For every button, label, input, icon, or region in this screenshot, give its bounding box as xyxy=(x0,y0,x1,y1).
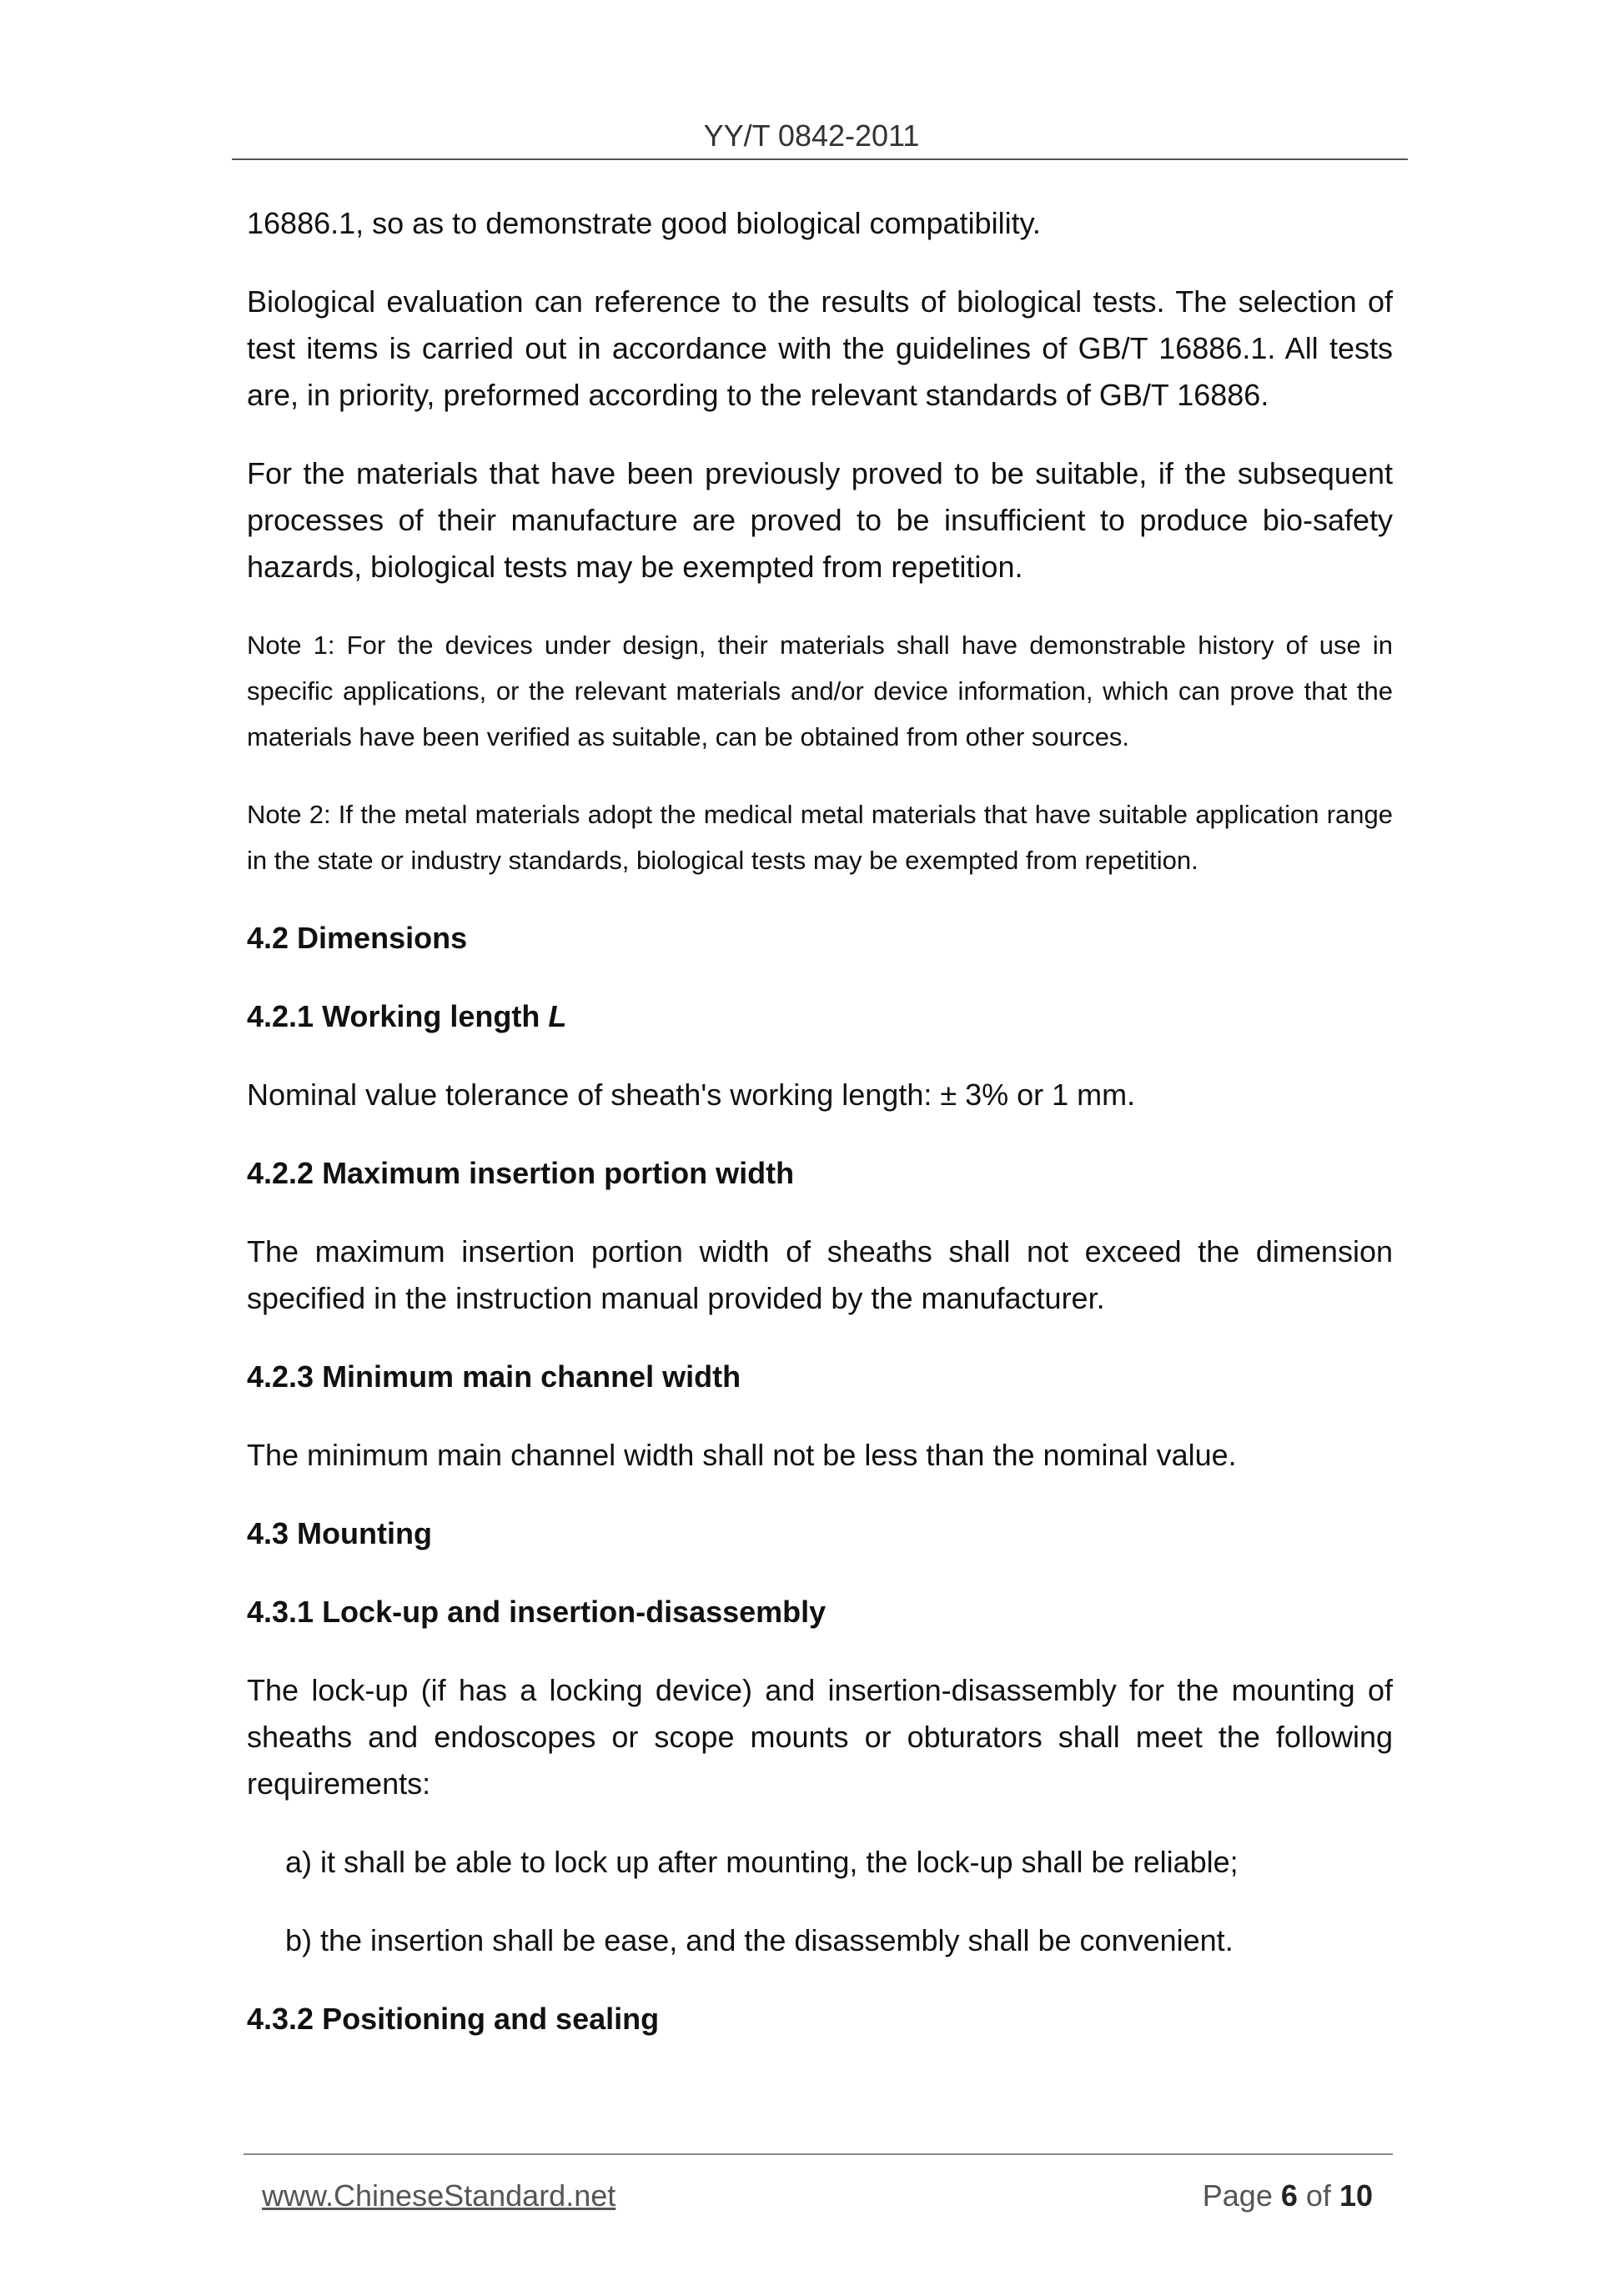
page-prefix: Page xyxy=(1202,2178,1273,2213)
site-link[interactable]: www.ChineseStandard.net xyxy=(262,2178,616,2213)
page-current: 6 xyxy=(1280,2178,1298,2213)
paragraph-min-channel-width: The minimum main channel width shall not be less than the nominal value. xyxy=(247,1438,1237,1472)
working-length-symbol: L xyxy=(548,999,567,1033)
heading-4-2-1 xyxy=(247,993,1393,1040)
heading-4-2-3: 4.2.3 Minimum main channel width xyxy=(247,1359,741,1394)
heading-4-2: 4.2 Dimensions xyxy=(247,921,468,955)
paragraph-continuation: 16886.1, so as to demonstrate good biological compatibility. xyxy=(247,206,1041,240)
header-divider xyxy=(232,158,1408,160)
heading-4-2-1-text: 4.2.1 Working length xyxy=(247,999,540,1033)
page-number xyxy=(1203,2178,1373,2213)
note-1: Note 1: For the devices under design, their materials shall have demonstrable history of use in specific applications, or the relevant materials and/or device information, which can prove that the materials have been verified as suitable, can be obtained from other sources. xyxy=(247,631,1393,751)
paragraph-lockup: The lock-up (if has a locking device) and insertion-disassembly for the mounting of sheaths and endoscopes or scope mounts or obturators shall meet the following requirements: xyxy=(247,1673,1393,1801)
list-item-a: a) it shall be able to lock up after mounting, the lock-up shall be reliable; xyxy=(285,1845,1239,1879)
document-code-header: YY/T 0842-2011 xyxy=(703,118,920,153)
list-item-b: b) the insertion shall be ease, and the disassembly shall be convenient. xyxy=(285,1923,1234,1957)
heading-4-3-1: 4.3.1 Lock-up and insertion-disassembly xyxy=(247,1595,827,1629)
footer-divider xyxy=(244,2153,1393,2155)
page-content xyxy=(247,200,1393,2074)
page-of: of xyxy=(1305,2178,1331,2213)
heading-4-3-2: 4.3.2 Positioning and sealing xyxy=(247,2002,660,2036)
paragraph-exemption: For the materials that have been previously proved to be suitable, if the subsequent processes of their manufacture are proved to be insufficient to produce bio-safety hazards, biological tests may be exempted from repetition. xyxy=(247,456,1393,584)
paragraph-max-insertion-width: The maximum insertion portion width of sheaths shall not exceed the dimension specified in the instruction manual provided by the manufacturer. xyxy=(247,1234,1393,1315)
page-total: 10 xyxy=(1339,2178,1373,2213)
note-2: Note 2: If the metal materials adopt the medical metal materials that have suitable application range in the state or industry standards, biological tests may be exempted from repetition. xyxy=(247,800,1393,875)
paragraph-biological-evaluation: Biological evaluation can reference to the results of biological tests. The selection of test items is carried out in accordance with the guidelines of GB/T 16886.1. All tests are, in priority, preformed according to the relevant standards of GB/T 16886. xyxy=(247,284,1393,412)
heading-4-2-2: 4.2.2 Maximum insertion portion width xyxy=(247,1156,795,1190)
heading-4-3: 4.3 Mounting xyxy=(247,1516,432,1550)
paragraph-working-length: Nominal value tolerance of sheath's working length: ± 3% or 1 mm. xyxy=(247,1078,1136,1112)
